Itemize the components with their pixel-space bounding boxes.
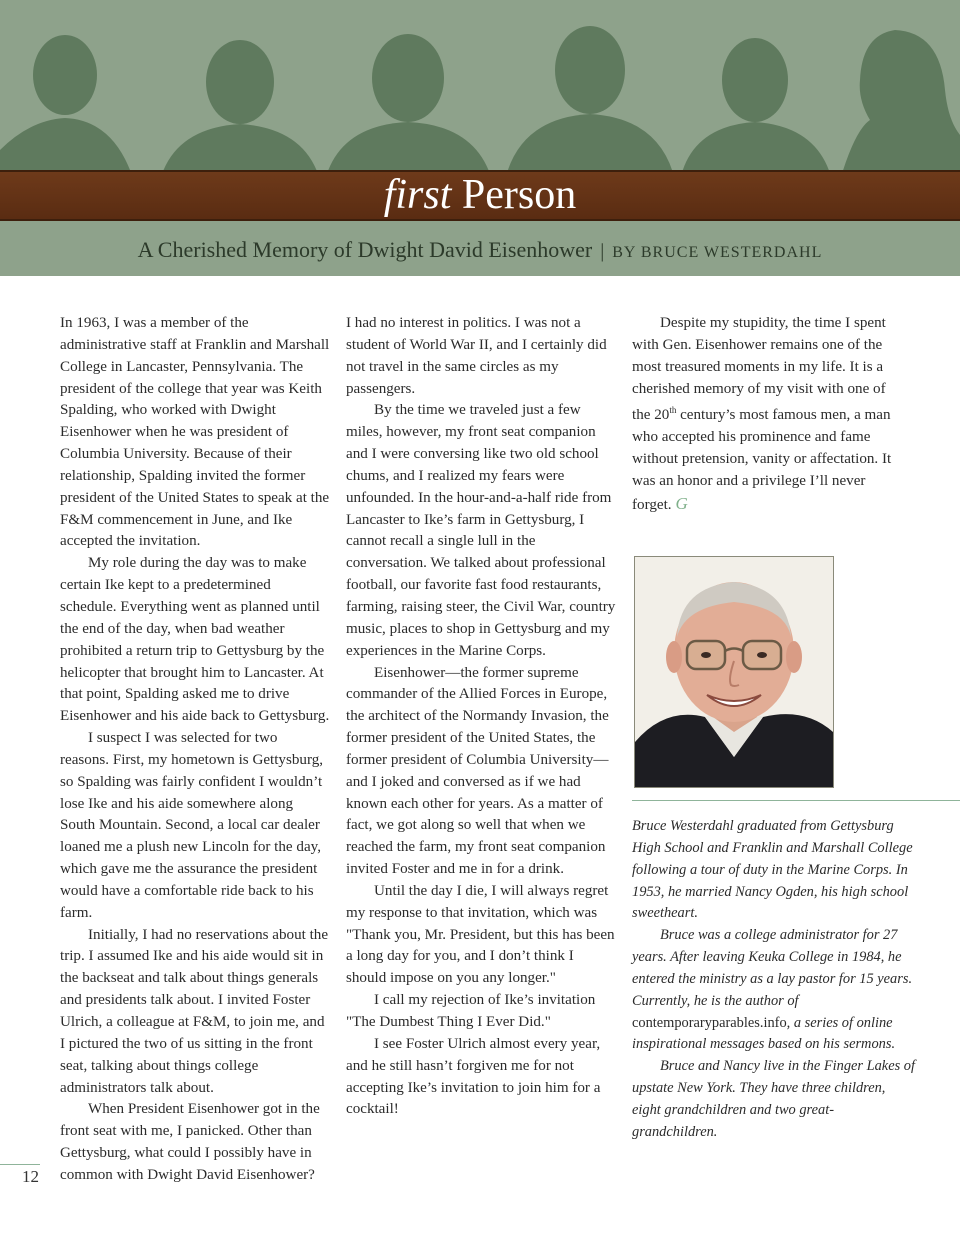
article-column-1 <box>60 313 330 1187</box>
title-rest: Person <box>461 172 577 218</box>
paragraph: I call my rejection of Ike’s invitation "The Dumbest Thing I Ever Did." <box>346 992 596 1030</box>
website-link[interactable]: contemporaryparables.info <box>632 1014 787 1031</box>
caption-divider <box>632 800 960 801</box>
paragraph: Until the day I die, I will always regret my response to that invitation, which was "Thank you, Mr. President, but this has been a long day for you, and I don’t think I should impose on you any longer." <box>346 882 615 987</box>
page-title <box>0 170 960 220</box>
bio-paragraph: Bruce and Nancy live in the Finger Lakes of upstate New York. They have three children, eight grandchildren and two great-grandchildren. <box>632 1058 915 1140</box>
silhouettes-illustration <box>0 0 960 276</box>
end-mark-icon: G <box>675 493 688 513</box>
paragraph: When President Eisenhower got in the front seat with me, I panicked. Other than Gettysburg, what could I possibly have in common with Dwight David Eisenhower? <box>60 1101 320 1183</box>
paragraph: By the time we traveled just a few miles, however, my front seat companion and I were conversing like two old school chums, and I realized my fears were unfounded. In the hour-and-a-half ride from Lancaster to Ike’s farm in Gettysburg, I cannot recall a single lull in the conversation. We talked about professional football, our favorite fast food restaurants, farming, raising steer, the Civil War, country music, places to shop in Gettysburg and my experiences in the Marine Corps. <box>346 402 616 659</box>
article-column-2 <box>346 313 616 1121</box>
paragraph: I had no interest in politics. I was not a student of World War II, and I certainly did not travel in the same circles as my passengers. <box>346 315 607 397</box>
paragraph: Eisenhower—the former supreme commander of the Allied Forces in Europe, the architect of the Normandy Invasion, the former president of the United States, the former president of Columbia University—and I joked and conversed as if we had known each other for years. As a matter of fact, we got along so well that when we reached the farm, my front seat companion invited Foster and me in for a drink. <box>346 664 609 878</box>
byline: BY BRUCE WESTERDAHL <box>612 244 823 261</box>
closing-text-1: Despite my stupidity, the time I spent with Gen. Eisenhower remains one of the most treasured moments in my life. It is a cherished memory of my visit with one of the 20 <box>632 315 886 424</box>
page-number: 12 <box>22 1167 39 1186</box>
author-portrait-photo <box>634 556 834 788</box>
bio-paragraph: Bruce Westerdahl graduated from Gettysburg High School and Franklin and Marshall College following a tour of duty in the Marine Corps. In 1953, he married Nancy Ogden, his high school sweetheart. <box>632 818 913 922</box>
subtitle-separator: | <box>600 240 605 262</box>
paragraph: I see Foster Ulrich almost every year, and he still hasn’t forgiven me for not accepting Ike’s invitation to join him for a cocktail! <box>346 1035 601 1118</box>
header-banner <box>0 0 960 276</box>
paragraph: In 1963, I was a member of the administrative staff at Franklin and Marshall College in Lancaster, Pennsylvania. The president of the college that year was Keith Spalding, who worked with Dwight Eisenhower when he was president of Columbia University. Because of their relationship, Spalding invited the former president of the United States to speak at the F&M commencement in June, and Ike accepted the invitation. <box>60 315 330 550</box>
paragraph-closing <box>632 313 907 517</box>
page-number-rule <box>0 1164 40 1165</box>
paragraph: Initially, I had no reservations about the trip. I assumed Ike and his aide would sit in the backseat and talk about things generals and presidents talk about. I invited Foster Ulrich, a colleague at F&M, to join me, and I pictured the two of us sitting in the front seat, talking about things college administrators talk about. <box>60 926 329 1096</box>
bio-text: , a series of online inspirational messages based on his sermons. <box>632 1014 896 1053</box>
paragraph: I suspect I was selected for two reasons. First, my hometown is Gettysburg, so Spalding was fairly confident I wouldn’t lose Ike and his aide somewhere along South Mountain. Second, a local car dealer loaned me a plush new Lincoln for the day, which gave me the assurance the president would have a comfortable ride back to his farm. <box>60 730 324 921</box>
article-column-3 <box>632 313 907 517</box>
bio-paragraph <box>632 925 917 1056</box>
portrait-photo-icon <box>635 557 833 787</box>
closing-text-2: century’s most famous men, a man who accepted his prominence and fame without pretension, vanity or affectation. It was an honor and a privilege I’ll never forget. <box>632 407 892 513</box>
author-bio <box>632 816 917 1144</box>
bio-text: Bruce was a college administrator for 27 years. After leaving Keuka College in 1984, he entered the ministry as a lay pastor for 15 years. Currently, he is the author of <box>632 927 913 1009</box>
subtitle-text: A Cherished Memory of Dwight David Eisenhower <box>137 237 593 262</box>
subtitle <box>0 237 960 263</box>
paragraph: My role during the day was to make certain Ike kept to a predetermined schedule. Everything went as planned until the end of the day, when bad weather prohibited a return trip to Gettysburg by the helicopter that brought him to Lancaster. At that point, Spalding asked me to drive Eisenhower and his aide back to Gettysburg. <box>60 555 330 725</box>
superscript-th: th <box>669 405 677 416</box>
title-italic: first <box>383 172 452 218</box>
